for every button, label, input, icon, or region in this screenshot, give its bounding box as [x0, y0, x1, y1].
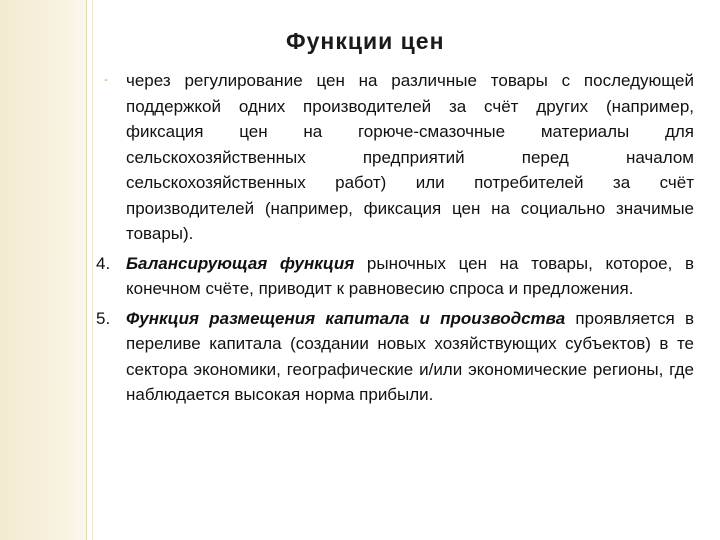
definition-text: рыночных цен на товары, которое, в конечном счёте, приводит к равновесию спроса и предложения. — [126, 253, 694, 298]
list-number: 5. — [96, 308, 111, 328]
list-item — [96, 251, 694, 302]
decorative-rule — [86, 0, 87, 540]
list-item — [104, 68, 694, 247]
list-item-text — [126, 251, 694, 302]
bullet-dash: - — [104, 74, 108, 86]
term: Функция размещения капитала и производства — [126, 308, 566, 328]
list-item-text: через регулирование цен на различные товары с последующей поддержкой одних производителей за счёт других (например, фиксация цен на горюче-смазочные материалы для сельскохозяйственных предприятий перед началом сельскохозяйственных работ) или потребителей за счёт производителей (например, фиксация цен на социально значимые товары). — [126, 71, 694, 243]
decorative-side-band — [0, 0, 86, 540]
page-title: Функции цен — [286, 28, 445, 54]
slide — [96, 0, 720, 540]
content-body — [96, 68, 694, 412]
definition-text: проявляется в переливе капитала (создании новых хозяйствующих субъектов) в те сектора экономики, географические и/или экономические регионы, где наблюдается высокая норма прибыли. — [126, 308, 694, 404]
list-item — [96, 306, 694, 408]
list-number: 4. — [96, 253, 111, 273]
term: Балансирующая функция — [126, 253, 355, 273]
decorative-rule — [92, 0, 93, 540]
list-item-text — [126, 306, 694, 408]
